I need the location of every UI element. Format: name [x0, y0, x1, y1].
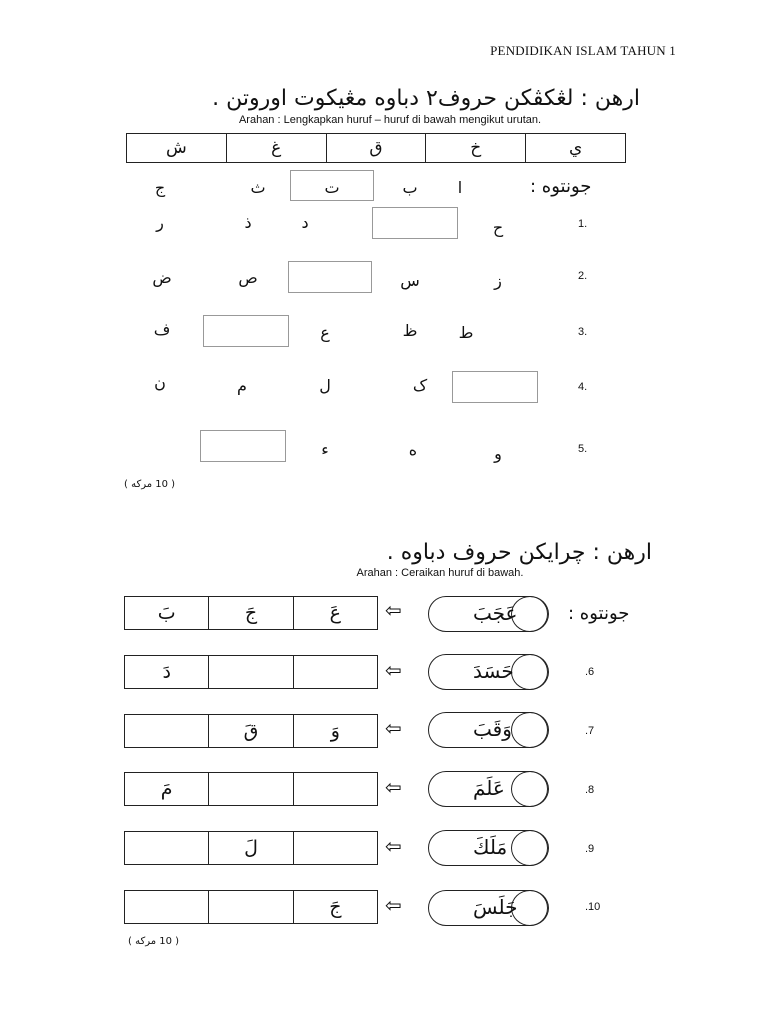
question-letter: ض: [152, 268, 172, 287]
circle-icon: [511, 712, 549, 748]
syllable-table: [124, 831, 378, 865]
answer-box[interactable]: [203, 315, 289, 347]
question-number: 3.: [578, 326, 588, 338]
letter-bank-cell: ش: [166, 138, 187, 158]
example-letter: ت: [324, 178, 340, 197]
syllable-table: [124, 772, 378, 806]
arrow-left-icon: ⇦: [385, 775, 402, 799]
word-text: جَلَسَ: [473, 895, 518, 919]
example-letter: ا: [457, 178, 463, 197]
word-text: حَسَدَ: [473, 659, 514, 683]
syllable-cell[interactable]: [293, 773, 377, 805]
word-pill: [428, 890, 548, 926]
example-letter: ث: [250, 178, 266, 197]
section2-title-rumi: Arahan : Ceraikan huruf di bawah.: [356, 567, 524, 579]
word-text: مَلَكَ: [473, 835, 508, 859]
section2-title-jawi: ارهن : چرايكن حروف دباوه .: [386, 540, 652, 565]
syllable-cell: مَ: [160, 778, 173, 800]
answer-box[interactable]: [452, 371, 538, 403]
syllable-cell[interactable]: [125, 891, 208, 923]
question-number: 4.: [578, 381, 588, 393]
arrow-left-icon: ⇦: [385, 658, 402, 682]
word-text: عَلَمَ: [473, 776, 505, 800]
syllable-table: [124, 714, 378, 748]
question-number: 2.: [578, 270, 588, 282]
question-letter: د: [301, 213, 309, 232]
question-letter: ط: [458, 323, 474, 342]
word-pill: [428, 830, 548, 866]
question-number: 1.: [578, 218, 588, 230]
question-letter: ذ: [244, 213, 252, 232]
question-letter: ک: [412, 376, 428, 395]
letter-bank-cell: خ: [425, 134, 525, 162]
syllable-cell[interactable]: [125, 715, 208, 747]
example-letter: ج: [154, 178, 166, 197]
example-label: جونتوه :: [530, 176, 592, 197]
question-letter: ظ: [402, 321, 418, 340]
question-number: .9: [585, 843, 595, 855]
syllable-table: [124, 596, 378, 630]
arrow-left-icon: ⇦: [385, 716, 402, 740]
syllable-cell[interactable]: [293, 656, 377, 688]
syllable-cell[interactable]: [125, 832, 208, 864]
syllable-cell: قَ: [208, 715, 292, 747]
letter-bank: [126, 133, 626, 163]
letter-bank-cell: غ: [226, 134, 326, 162]
syllable-cell: لَ: [208, 832, 292, 864]
circle-icon: [511, 830, 549, 866]
word-text: عَجَبَ: [473, 601, 518, 625]
question-letter: ع: [320, 323, 330, 342]
word-text: وَقَبَ: [473, 717, 512, 741]
question-number: .6: [585, 666, 595, 678]
syllable-cell[interactable]: [208, 773, 292, 805]
question-letter: ه: [408, 440, 418, 459]
section1-title-rumi: Arahan : Lengkapkan huruf – huruf di bawah mengikut urutan.: [238, 114, 542, 126]
syllable-cell: عَ: [293, 597, 377, 629]
question-letter: ز: [494, 271, 502, 290]
answer-box[interactable]: [200, 430, 286, 462]
letter-bank-cell: ي: [525, 134, 625, 162]
syllable-cell: جَ: [293, 891, 377, 923]
word-pill: [428, 654, 548, 690]
answer-box[interactable]: [288, 261, 372, 293]
syllable-cell: وَ: [293, 715, 377, 747]
question-number: .10: [585, 901, 601, 913]
question-number: .8: [585, 784, 595, 796]
word-pill: [428, 771, 548, 807]
question-letter: ل: [319, 376, 331, 395]
marks-label: ( 10 مركه ): [128, 936, 180, 947]
syllable-cell: بَ: [157, 602, 176, 624]
question-letter: ر: [156, 213, 164, 232]
page-header: PENDIDIKAN ISLAM TAHUN 1: [490, 43, 676, 58]
letter-bank-cell: ق: [326, 134, 426, 162]
example-letter: ب: [402, 178, 418, 197]
syllable-table: [124, 655, 378, 689]
answer-box[interactable]: [372, 207, 458, 239]
question-letter: ص: [238, 268, 258, 287]
question-letter: م: [237, 376, 247, 395]
section1-title-jawi: ارهن : لڠكڤكن حروف٢ دباوه مڠيكوت اوروتن .: [212, 86, 640, 111]
example-label: جونتوه :: [568, 603, 630, 624]
question-letter: و: [494, 444, 502, 463]
marks-label: ( 10 مركه ): [124, 479, 176, 490]
syllable-table: [124, 890, 378, 924]
word-pill: [428, 596, 548, 632]
arrow-left-icon: ⇦: [385, 834, 402, 858]
syllable-cell: جَ: [208, 597, 292, 629]
question-letter: ء: [321, 440, 329, 459]
arrow-left-icon: ⇦: [385, 893, 402, 917]
word-pill: [428, 712, 548, 748]
question-letter: س: [400, 271, 420, 290]
question-letter: ف: [153, 320, 171, 339]
arrow-left-icon: ⇦: [385, 598, 402, 622]
circle-icon: [511, 771, 549, 807]
question-letter: ح: [492, 218, 504, 237]
syllable-cell[interactable]: [293, 832, 377, 864]
question-letter: ن: [154, 373, 166, 392]
syllable-cell: دَ: [162, 661, 171, 683]
question-number: 5.: [578, 443, 588, 455]
syllable-cell[interactable]: [208, 891, 292, 923]
question-number: .7: [585, 725, 595, 737]
circle-icon: [511, 654, 549, 690]
syllable-cell[interactable]: [208, 656, 292, 688]
